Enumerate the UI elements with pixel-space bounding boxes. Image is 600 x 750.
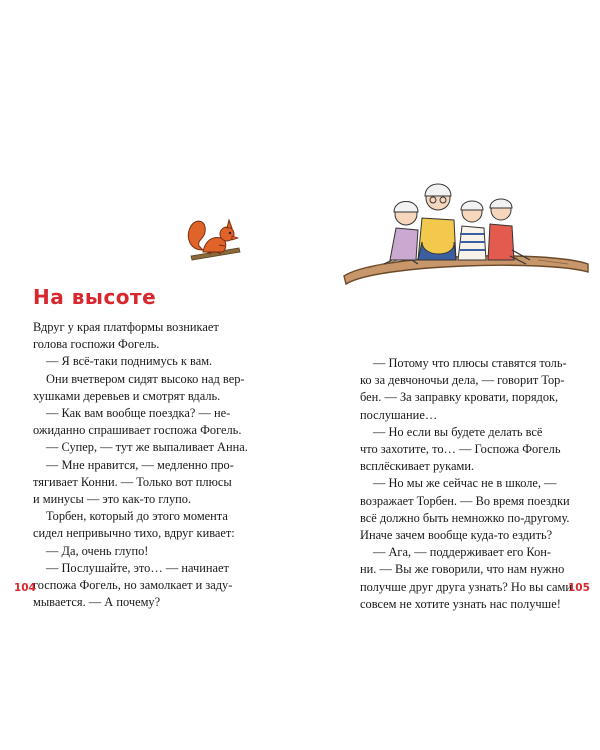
text-line: Иначе зачем вообще куда-то ездить? (360, 528, 553, 543)
text-line: Торбен, который до этого момента (46, 509, 228, 524)
text-line: хушками деревьев и смотрят вдаль. (33, 388, 221, 403)
text-line: ни. — Вы же говорили, что нам нужно (360, 562, 565, 577)
text-line: что захотите, то… — Госпожа Фогель (360, 442, 561, 457)
text-line: получше друг друга узнать? Но вы сами (360, 579, 573, 594)
text-line: Они вчетвером сидят высоко над вер- (46, 371, 245, 386)
page-number-right: 105 (568, 582, 590, 594)
text-line: — Мне нравится, — медленно про- (46, 457, 234, 472)
text-line: ожиданно спрашивает госпожа Фогель. (33, 423, 242, 438)
text-line: совсем не хотите узнать нас получше! (360, 596, 561, 611)
text-line: — Я всё-таки поднимусь к вам. (46, 354, 213, 369)
text-line: — Ага, — поддерживает его Кон- (373, 545, 552, 560)
text-line: возражает Торбен. — Во время поездки (360, 493, 570, 508)
left-page-text (33, 319, 288, 611)
text-line: — Супер, — тут же выпаливает Анна. (46, 440, 248, 455)
text-line: бен. — За заправку кровати, порядок, (360, 390, 559, 405)
text-line: всё должно быть немножко по-другому. (360, 510, 570, 525)
text-line: — Как вам вообще поездка? — не- (46, 406, 231, 421)
right-page-text (360, 355, 595, 613)
text-line: — Да, очень глупо! (46, 543, 149, 558)
text-line: ко за девчоночьи дела, — говорит Тор- (360, 373, 565, 388)
page-number-left: 104 (14, 582, 36, 594)
text-line: госпожа Фогель, но замолкает и заду- (33, 578, 233, 593)
text-line: тягивает Конни. — Только вот плюсы (33, 474, 232, 489)
chapter-title: На высоте (33, 285, 157, 309)
text-line: — Но если вы будете делать всё (373, 424, 543, 439)
text-line: и минусы — это как-то глупо. (33, 492, 192, 507)
text-line: Вдруг у края платформы возникает (33, 320, 219, 334)
squirrel-icon (183, 212, 245, 264)
text-line: мывается. — А почему? (33, 595, 161, 610)
text-line: голова госпожи Фогель. (33, 337, 160, 352)
text-line: послушание… (360, 407, 438, 422)
text-line: сидел непривычно тихо, вдруг кивает: (33, 526, 235, 541)
text-line: всплёскивает руками. (360, 459, 475, 474)
text-line: — Потому что плюсы ставятся толь- (373, 356, 567, 370)
text-line: — Но мы же сейчас не в школе, — (373, 476, 557, 491)
right-page (300, 0, 600, 750)
text-line: — Послушайте, это… — начинает (46, 560, 229, 575)
kids-on-platform-illustration (338, 168, 590, 296)
